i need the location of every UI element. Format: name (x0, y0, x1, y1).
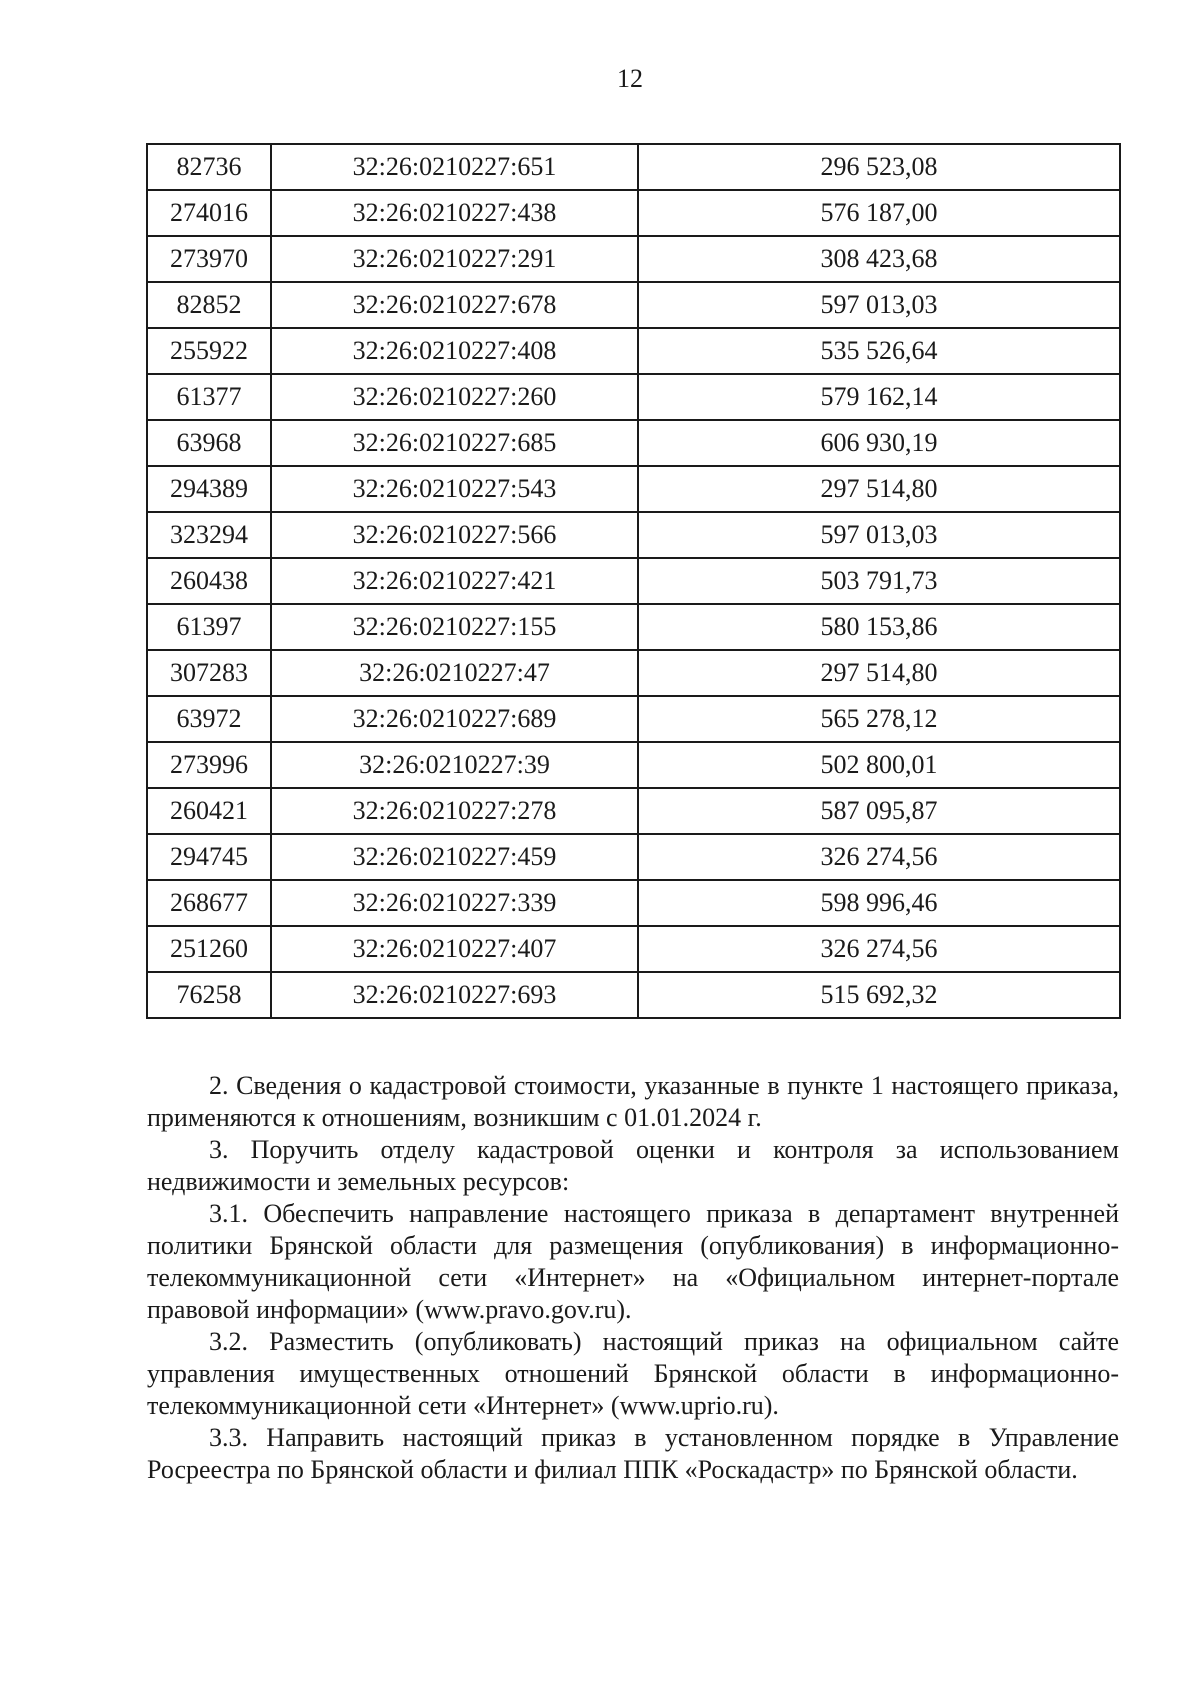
record-number-cell: 61397 (147, 604, 271, 650)
cadastral-value-cell: 503 791,73 (638, 558, 1120, 604)
table-row (147, 512, 1120, 558)
cadastral-number-cell: 32:26:0210227:39 (271, 742, 638, 788)
paragraph-2: 2. Сведения о кадастровой стоимости, указанные в пункте 1 настоящего приказа, применяются к отношениям, возникшим с 01.01.2024 г. (147, 1071, 1119, 1132)
cadastral-value-cell: 580 153,86 (638, 604, 1120, 650)
table-row (147, 374, 1120, 420)
record-number-cell: 82736 (147, 144, 271, 190)
record-number-cell: 294745 (147, 834, 271, 880)
cadastral-value-cell: 326 274,56 (638, 834, 1120, 880)
paragraph-3-1: 3.1. Обеспечить направление настоящего приказа в департамент внутренней политики Брянской области для размещения (опубликования) в информационно-телекоммуникационной сети «Интернет» на «Официальном интернет-портале правовой информации» (www.pravo.gov.ru). (147, 1199, 1119, 1324)
cadastral-number-cell: 32:26:0210227:438 (271, 190, 638, 236)
record-number-cell: 63968 (147, 420, 271, 466)
table-row (147, 282, 1120, 328)
cadastral-value-table (146, 143, 1121, 1019)
record-number-cell: 294389 (147, 466, 271, 512)
cadastral-number-cell: 32:26:0210227:47 (271, 650, 638, 696)
cadastral-number-cell: 32:26:0210227:543 (271, 466, 638, 512)
cadastral-value-cell: 502 800,01 (638, 742, 1120, 788)
record-number-cell: 273996 (147, 742, 271, 788)
cadastral-value-cell: 297 514,80 (638, 650, 1120, 696)
table-row (147, 926, 1120, 972)
page-number: 12 (617, 64, 643, 93)
cadastral-value-cell: 535 526,64 (638, 328, 1120, 374)
record-number-cell: 274016 (147, 190, 271, 236)
record-number-cell: 76258 (147, 972, 271, 1018)
cadastral-number-cell: 32:26:0210227:339 (271, 880, 638, 926)
cadastral-number-cell: 32:26:0210227:685 (271, 420, 638, 466)
table-row (147, 328, 1120, 374)
table-row (147, 236, 1120, 282)
cadastral-value-cell: 597 013,03 (638, 282, 1120, 328)
cadastral-value-cell: 597 013,03 (638, 512, 1120, 558)
cadastral-value-cell: 565 278,12 (638, 696, 1120, 742)
cadastral-number-cell: 32:26:0210227:693 (271, 972, 638, 1018)
record-number-cell: 268677 (147, 880, 271, 926)
cadastral-number-cell: 32:26:0210227:689 (271, 696, 638, 742)
cadastral-number-cell: 32:26:0210227:651 (271, 144, 638, 190)
order-text (147, 1070, 1119, 1486)
cadastral-number-cell: 32:26:0210227:260 (271, 374, 638, 420)
table-row (147, 788, 1120, 834)
table-row (147, 972, 1120, 1018)
cadastral-number-cell: 32:26:0210227:566 (271, 512, 638, 558)
record-number-cell: 255922 (147, 328, 271, 374)
record-number-cell: 260438 (147, 558, 271, 604)
cadastral-number-cell: 32:26:0210227:291 (271, 236, 638, 282)
record-number-cell: 323294 (147, 512, 271, 558)
cadastral-value-cell: 308 423,68 (638, 236, 1120, 282)
cadastral-number-cell: 32:26:0210227:421 (271, 558, 638, 604)
cadastral-number-cell: 32:26:0210227:459 (271, 834, 638, 880)
cadastral-value-cell: 576 187,00 (638, 190, 1120, 236)
cadastral-value-cell: 606 930,19 (638, 420, 1120, 466)
cadastral-value-cell: 587 095,87 (638, 788, 1120, 834)
table-row (147, 144, 1120, 190)
paragraph-3-2: 3.2. Разместить (опубликовать) настоящий приказ на официальном сайте управления имущественных отношений Брянской области в информационно-телекоммуникационной сети «Интернет» (www.uprio.ru). (147, 1327, 1119, 1420)
cadastral-value-cell: 297 514,80 (638, 466, 1120, 512)
table-row (147, 880, 1120, 926)
cadastral-number-cell: 32:26:0210227:278 (271, 788, 638, 834)
record-number-cell: 260421 (147, 788, 271, 834)
table-row (147, 420, 1120, 466)
cadastral-value-cell: 515 692,32 (638, 972, 1120, 1018)
table-row (147, 650, 1120, 696)
record-number-cell: 61377 (147, 374, 271, 420)
table-row (147, 190, 1120, 236)
table-row (147, 558, 1120, 604)
cadastral-value-cell: 326 274,56 (638, 926, 1120, 972)
record-number-cell: 307283 (147, 650, 271, 696)
record-number-cell: 273970 (147, 236, 271, 282)
table-row (147, 742, 1120, 788)
table-row (147, 466, 1120, 512)
table-row (147, 604, 1120, 650)
cadastral-value-cell: 598 996,46 (638, 880, 1120, 926)
cadastral-number-cell: 32:26:0210227:678 (271, 282, 638, 328)
paragraph-3-3: 3.3. Направить настоящий приказ в установленном порядке в Управление Росреестра по Брянской области и филиал ППК «Роскадастр» по Брянской области. (147, 1423, 1119, 1484)
cadastral-value-cell: 296 523,08 (638, 144, 1120, 190)
cadastral-number-cell: 32:26:0210227:407 (271, 926, 638, 972)
cadastral-number-cell: 32:26:0210227:155 (271, 604, 638, 650)
paragraph-3: 3. Поручить отделу кадастровой оценки и контроля за использованием недвижимости и земельных ресурсов: (147, 1135, 1119, 1196)
table-row (147, 834, 1120, 880)
cadastral-number-cell: 32:26:0210227:408 (271, 328, 638, 374)
record-number-cell: 63972 (147, 696, 271, 742)
cadastral-value-cell: 579 162,14 (638, 374, 1120, 420)
table-row (147, 696, 1120, 742)
record-number-cell: 82852 (147, 282, 271, 328)
record-number-cell: 251260 (147, 926, 271, 972)
